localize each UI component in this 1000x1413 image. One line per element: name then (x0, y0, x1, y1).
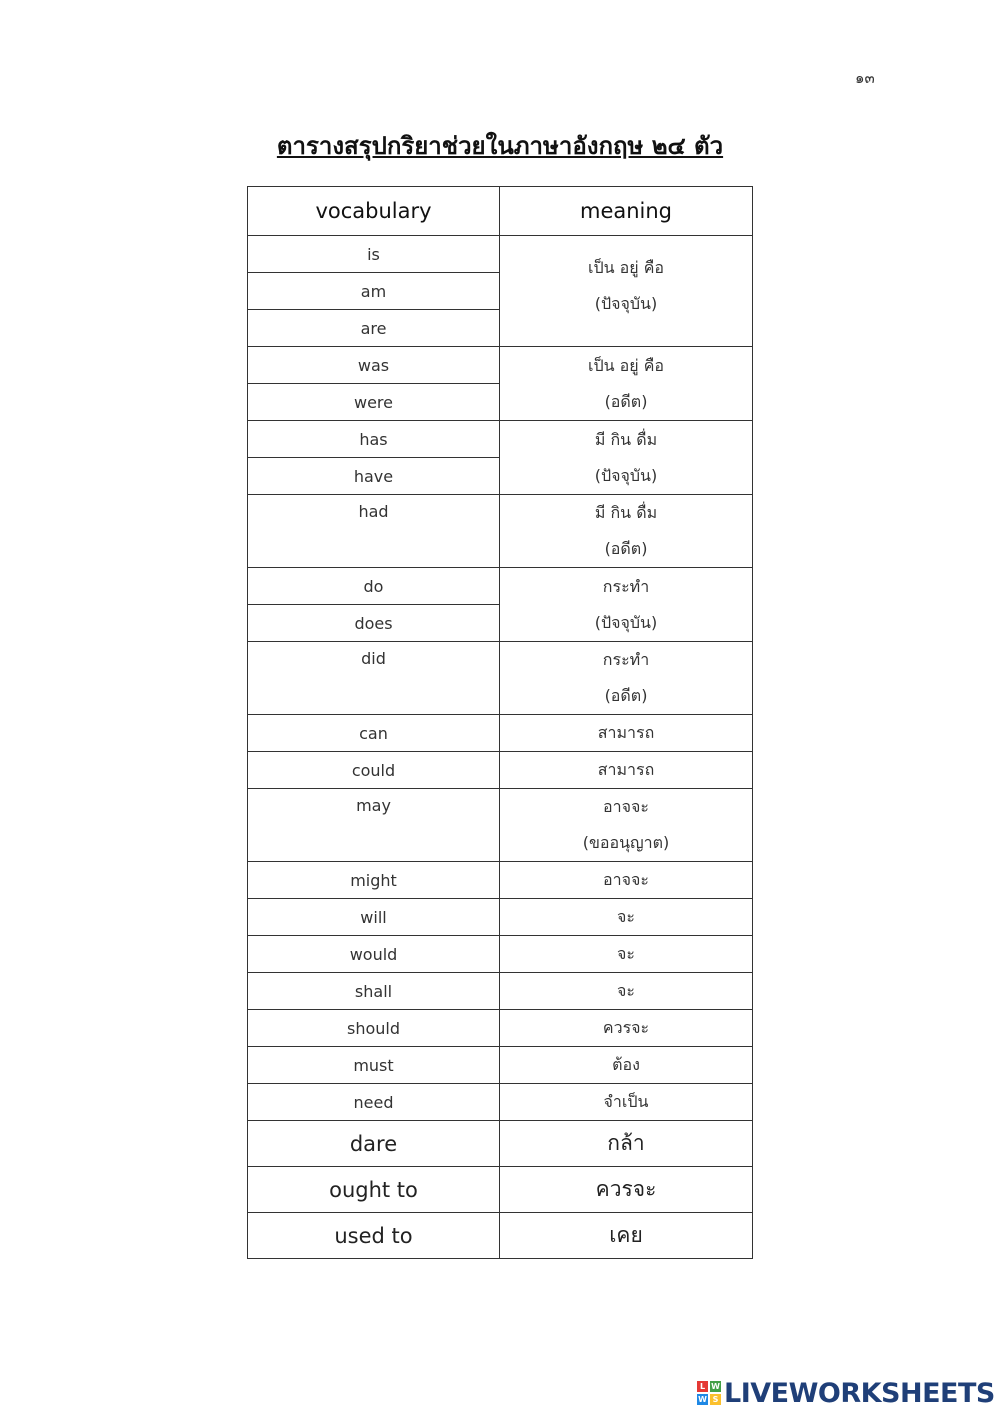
meaning-line: (ปัจจุบัน) (594, 294, 658, 313)
vocab-cell: need (248, 1084, 500, 1121)
meaning-line: (ปัจจุบัน) (594, 465, 658, 485)
meaning-line: (ปัจจุบัน) (594, 612, 658, 632)
meaning-cell: สามารถ (500, 752, 753, 789)
meaning-line: มี กิน ดื่ม (594, 503, 658, 522)
vocab-cell: had (248, 495, 500, 568)
meaning-line: (ขออนุญาต) (582, 833, 670, 852)
meaning-cell: ควรจะ (500, 1010, 753, 1047)
vocab-cell: does (248, 605, 500, 642)
vocab-cell: may (248, 789, 500, 862)
vocab-cell: dare (248, 1121, 500, 1167)
vocab-cell: could (248, 752, 500, 789)
page-title: ตารางสรุปกริยาช่วยในภาษาอังกฤษ ๒๔ ตัว (276, 132, 724, 160)
meaning-cell: สามารถ (500, 715, 753, 752)
meaning-cell: จะ (500, 936, 753, 973)
vocab-cell: shall (248, 973, 500, 1010)
page-number: ๑๓ (855, 69, 875, 87)
meaning-line: เป็น อยู่ คือ (587, 355, 665, 375)
vocab-cell: do (248, 568, 500, 605)
meaning-cell: จะ (500, 899, 753, 936)
vocab-cell: can (248, 715, 500, 752)
auxiliary-verbs-table (247, 186, 753, 1259)
meaning-cell: เคย (500, 1213, 753, 1259)
meaning-cell: จะ (500, 973, 753, 1010)
logo-mark-icon (697, 1381, 721, 1405)
vocab-cell: did (248, 642, 500, 715)
meaning-cell (500, 495, 753, 568)
vocab-cell: is (248, 236, 500, 273)
liveworksheets-logo (697, 1379, 995, 1407)
vocab-cell: have (248, 458, 500, 495)
logo-square: S (710, 1394, 721, 1405)
meaning-line: อาจจะ (603, 797, 649, 816)
logo-square: L (697, 1381, 708, 1392)
meaning-cell: ควรจะ (500, 1167, 753, 1213)
header-meaning: meaning (500, 187, 753, 236)
vocab-cell: am (248, 273, 500, 310)
vocab-cell: used to (248, 1213, 500, 1259)
meaning-cell: จำเป็น (500, 1084, 753, 1121)
meaning-line: กระทำ (602, 576, 650, 596)
meaning-line: กระทำ (602, 650, 650, 669)
vocab-cell: was (248, 347, 500, 384)
logo-square: W (711, 1382, 720, 1391)
meaning-line: (อดีต) (604, 391, 648, 411)
meaning-line: เป็น อยู่ คือ (587, 258, 665, 277)
meaning-line: มี กิน ดื่ม (594, 429, 658, 449)
vocab-cell: has (248, 421, 500, 458)
meaning-cell (500, 642, 753, 715)
meaning-cell: ต้อง (500, 1047, 753, 1084)
vocab-cell: would (248, 936, 500, 973)
vocab-cell: were (248, 384, 500, 421)
meaning-cell: อาจจะ (500, 862, 753, 899)
logo-text: LIVEWORKSHEETS (724, 1377, 995, 1409)
vocab-cell: are (248, 310, 500, 347)
header-vocabulary: vocabulary (248, 187, 500, 236)
meaning-cell (500, 789, 753, 862)
vocab-cell: should (248, 1010, 500, 1047)
vocab-cell: might (248, 862, 500, 899)
meaning-cell: กล้า (500, 1121, 753, 1167)
meaning-cell (500, 236, 753, 347)
vocab-cell: must (248, 1047, 500, 1084)
meaning-line: (อดีต) (604, 539, 648, 558)
meaning-cell (500, 568, 753, 642)
vocab-cell: ought to (248, 1167, 500, 1213)
meaning-cell (500, 347, 753, 421)
meaning-cell (500, 421, 753, 495)
logo-square: W (698, 1395, 707, 1404)
vocab-cell: will (248, 899, 500, 936)
meaning-line: (อดีต) (604, 686, 648, 705)
